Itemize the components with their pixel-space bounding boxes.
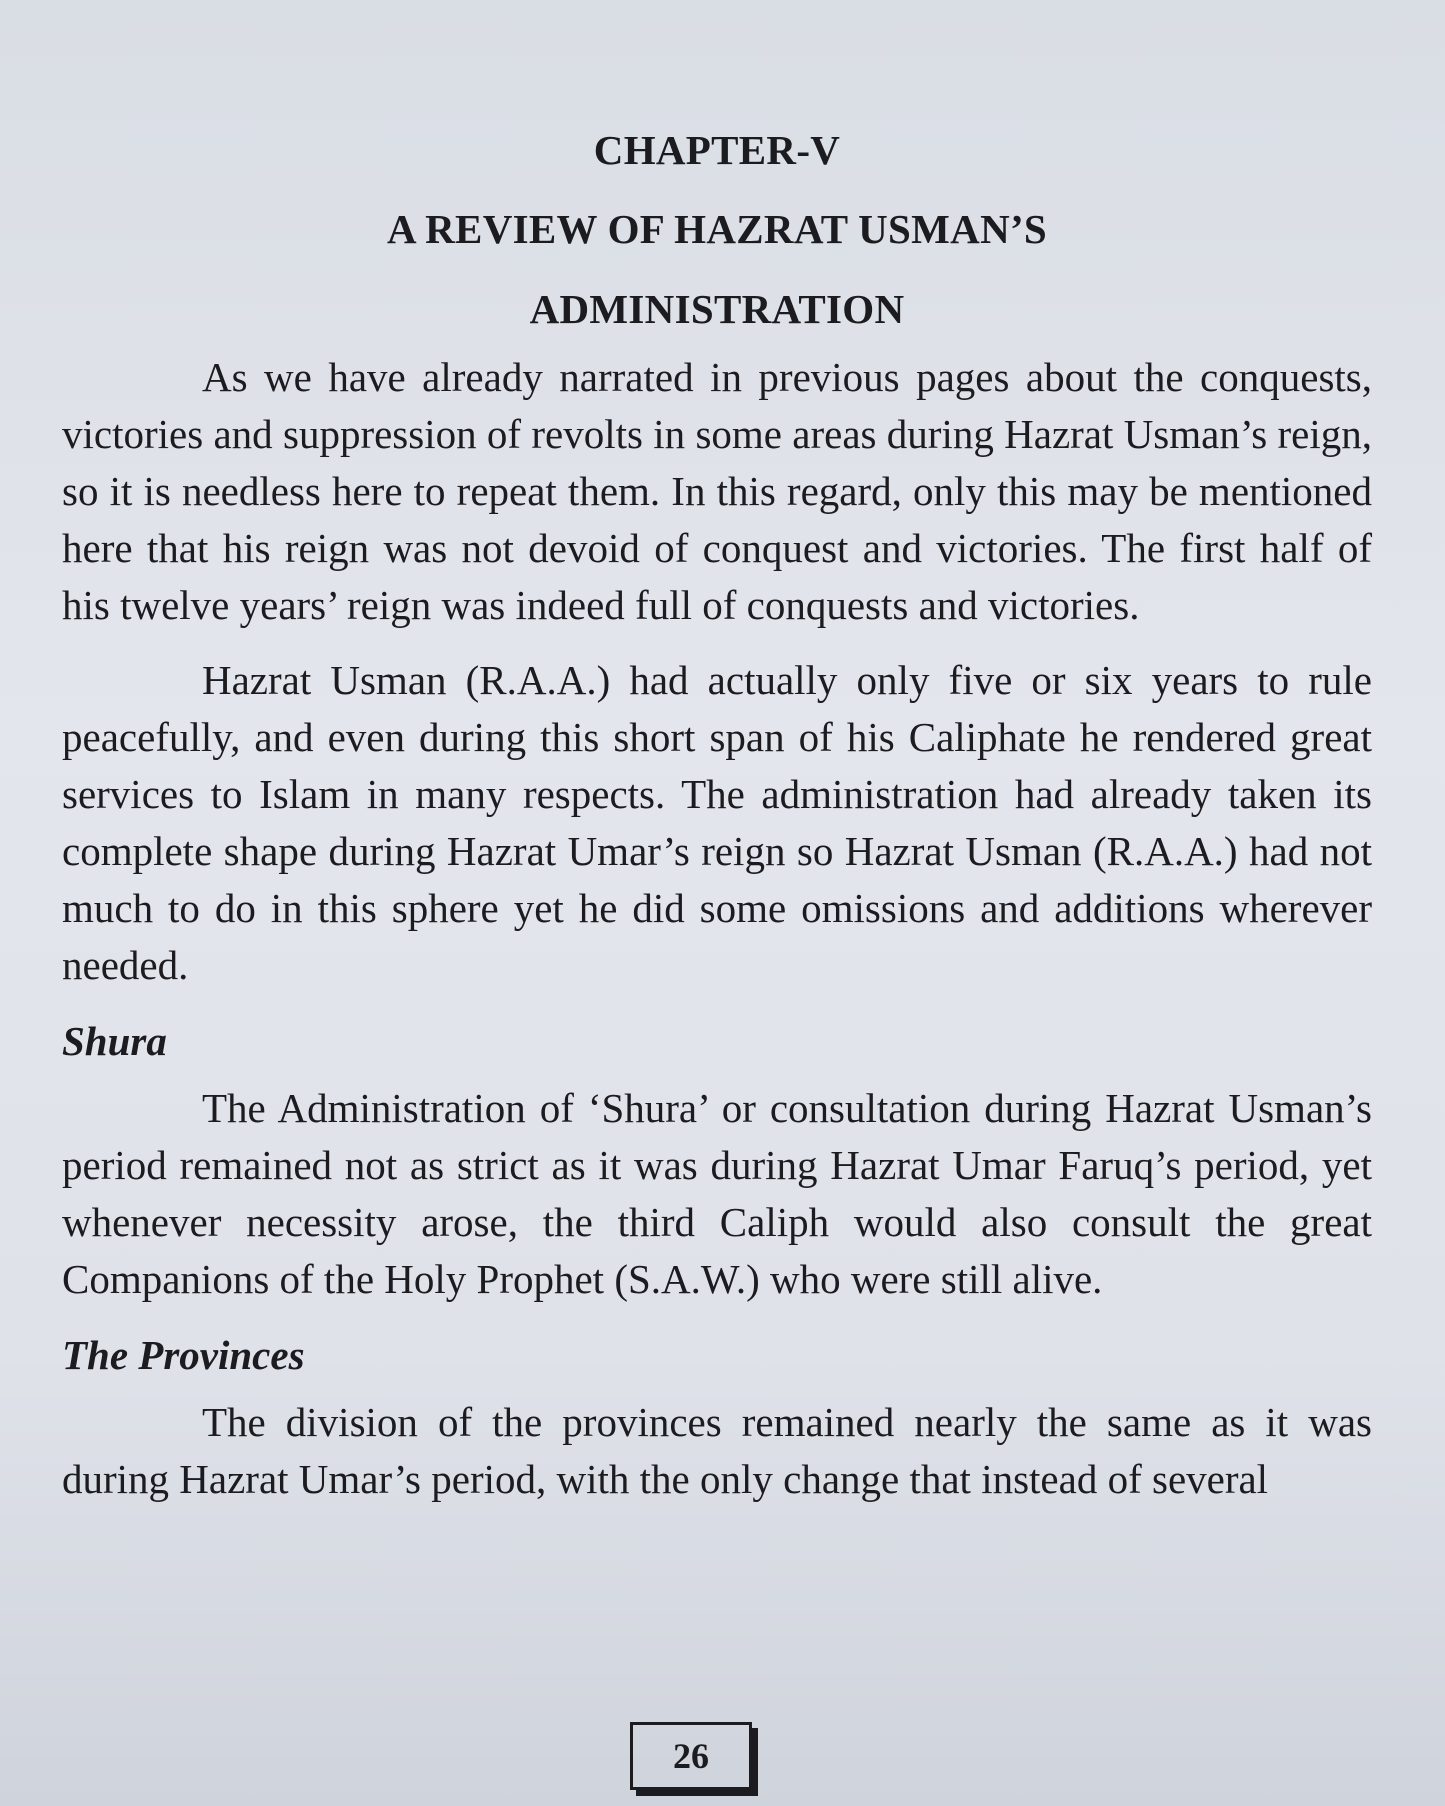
book-page (62, 110, 1372, 1800)
chapter-label: CHAPTER-V (593, 127, 841, 173)
section-heading-shura: Shura (62, 1018, 167, 1064)
shura-paragraph: The Administration of ‘Shura’ or consultation during Hazrat Usman’s period remained not as strict as it was during Hazrat Umar Faruq’s period, yet whenever necessity arose, the third Caliph would also consult the great Companions of the Holy Prophet (S.A.W.) who were still alive. (62, 1085, 1372, 1302)
intro-paragraph-1: As we have already narrated in previous pages about the conquests, victories and suppression of revolts in some areas during Hazrat Usman’s reign, so it is needless here to repeat them. In this regard, only this may be mentioned here that his reign was not devoid of conquest and victories. The first half of his twelve years’ reign was indeed full of conquests and victories. (62, 354, 1372, 628)
chapter-title-line2: ADMINISTRATION (529, 286, 905, 332)
page-number: 26 (630, 1722, 752, 1790)
chapter-title-line1: A REVIEW OF HAZRAT USMAN’S (386, 206, 1048, 252)
section-heading-provinces: The Provinces (62, 1332, 305, 1378)
intro-paragraph-2: Hazrat Usman (R.A.A.) had actually only five or six years to rule peacefully, and even during this short span of his Caliphate he rendered great services to Islam in many respects. The administration had already taken its complete shape during Hazrat Umar’s reign so Hazrat Usman (R.A.A.) had not much to do in this sphere yet he did some omissions and additions wherever needed. (62, 657, 1372, 988)
provinces-paragraph: The division of the provinces remained nearly the same as it was during Hazrat Umar’s period, with the only change that instead of several (62, 1399, 1372, 1502)
